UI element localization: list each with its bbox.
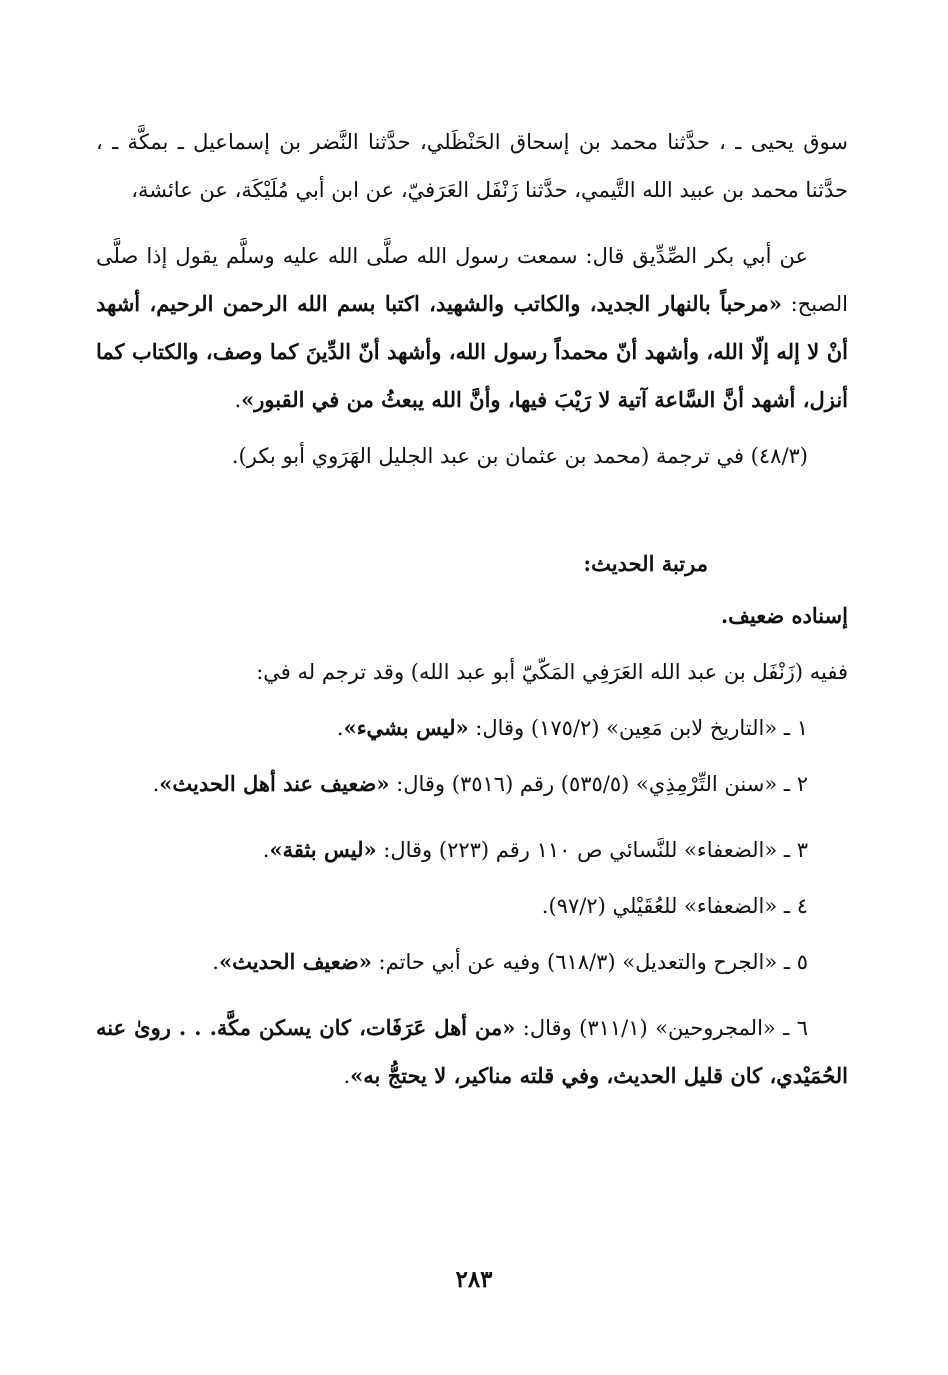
source-text: «التاريخ لابن مَعِين» (١٧٥/٢) وقال: — [468, 716, 778, 740]
grading-intro: ففيه (زَنْفَل بن عبد الله العَرَفِي المَكّيّ أبو عبد الله) وقد ترجم له في: — [256, 660, 848, 684]
source-text: «الجرح والتعديل» (٦١٨/٣) وفيه عن أبي حاتم: — [371, 950, 778, 974]
source-end: . — [152, 772, 160, 796]
source-number: ٤ ـ — [777, 894, 808, 918]
page-number: ۲۸۳ — [455, 1266, 493, 1293]
hadith-quote: «مرحباً بالنهار الجديد، والكاتب والشهيد، اكتبا بسم الله الرحمن الرحيم، أشهد أنْ لا إله إلّا الله، وأشهد أنّ محمداً رسول الله، وأشهد أنّ الدِّينَ كما وصف، والكتاب كما أنزل، أشهد أنَّ السَّاعة آتية لا رَيْبَ فيها، وأنَّ الله يبعثُ من في القبور» — [96, 291, 848, 412]
source-number: ٥ ـ — [777, 950, 808, 974]
source-item-6 — [96, 1004, 848, 1100]
source-quote: «ليس بثقة» — [269, 837, 377, 862]
isnad-paragraph: سوق يحيى ـ ، حدَّثنا محمد بن إسحاق الحَنْظَلي، حدَّثنا النَّضر بن إسماعيل ـ بمكَّة ـ ، حدَّثنا محمد بن عبيد الله التَّيمي، حدَّثنا زَنْفَل العَرَفيّ، عن ابن أبي مُلَيْكَة، عن عائشة، — [96, 130, 848, 202]
source-text: «المجروحين» (٣١١/١) وقال: — [515, 1016, 776, 1040]
hadith-text-paragraph — [96, 232, 848, 424]
source-number: ٦ ـ — [775, 1016, 808, 1040]
source-item-4 — [96, 882, 848, 930]
grading-verdict: إسناده ضعيف. — [720, 603, 848, 628]
source-quote: «ضعيف الحديث» — [218, 949, 372, 974]
source-text: «الضعفاء» للعُقَيْلي (٩٧/٢) — [548, 894, 778, 918]
source-item-3 — [96, 826, 848, 874]
source-text: «الضعفاء» للنَّسائي ص ١١٠ رقم (٢٢٣) وقال: — [376, 838, 778, 862]
source-quote: «ضعيف عند أهل الحديث» — [159, 771, 390, 796]
hadith-end: . — [234, 388, 242, 412]
source-end: . — [262, 838, 270, 862]
source-item-2 — [96, 760, 848, 808]
page-body — [96, 118, 848, 1100]
source-item-1 — [96, 704, 848, 752]
source-number: ۱ ـ — [777, 716, 808, 740]
source-item-5 — [96, 938, 848, 986]
source-end: . — [336, 716, 344, 740]
source-number: ۳ ـ — [777, 838, 808, 862]
source-number: ۲ ـ — [777, 772, 808, 796]
source-quote: «ليس بشيء» — [343, 715, 469, 740]
source-end: . — [343, 1064, 351, 1088]
tarjama-reference: (۳/٤٨) في ترجمة (محمد بن عثمان بن عبد الجليل الهَرَوي أبو بكر). — [231, 444, 808, 468]
hadith-intro: عن أبي بكر الصِّدِّيق قال: سمعت رسول الله صلَّى الله عليه وسلَّم يقول إذا صلَّى الصبح: — [96, 244, 848, 316]
source-end: . — [212, 950, 219, 974]
source-quote: «من أهل عَرَفَات، كان يسكن مكَّة. . . روىٰ عنه الحُمَيْدي، كان قليل الحديث، وفي قلته مناكير، لا يحتجُّ به» — [96, 1015, 848, 1088]
section-heading: مرتبة الحديث: — [583, 551, 708, 576]
source-end: . — [541, 894, 549, 918]
source-text: «سنن التِّرْمِذِي» (٥٣٥/٥) رقم (٣٥١٦) وقال: — [389, 772, 778, 796]
